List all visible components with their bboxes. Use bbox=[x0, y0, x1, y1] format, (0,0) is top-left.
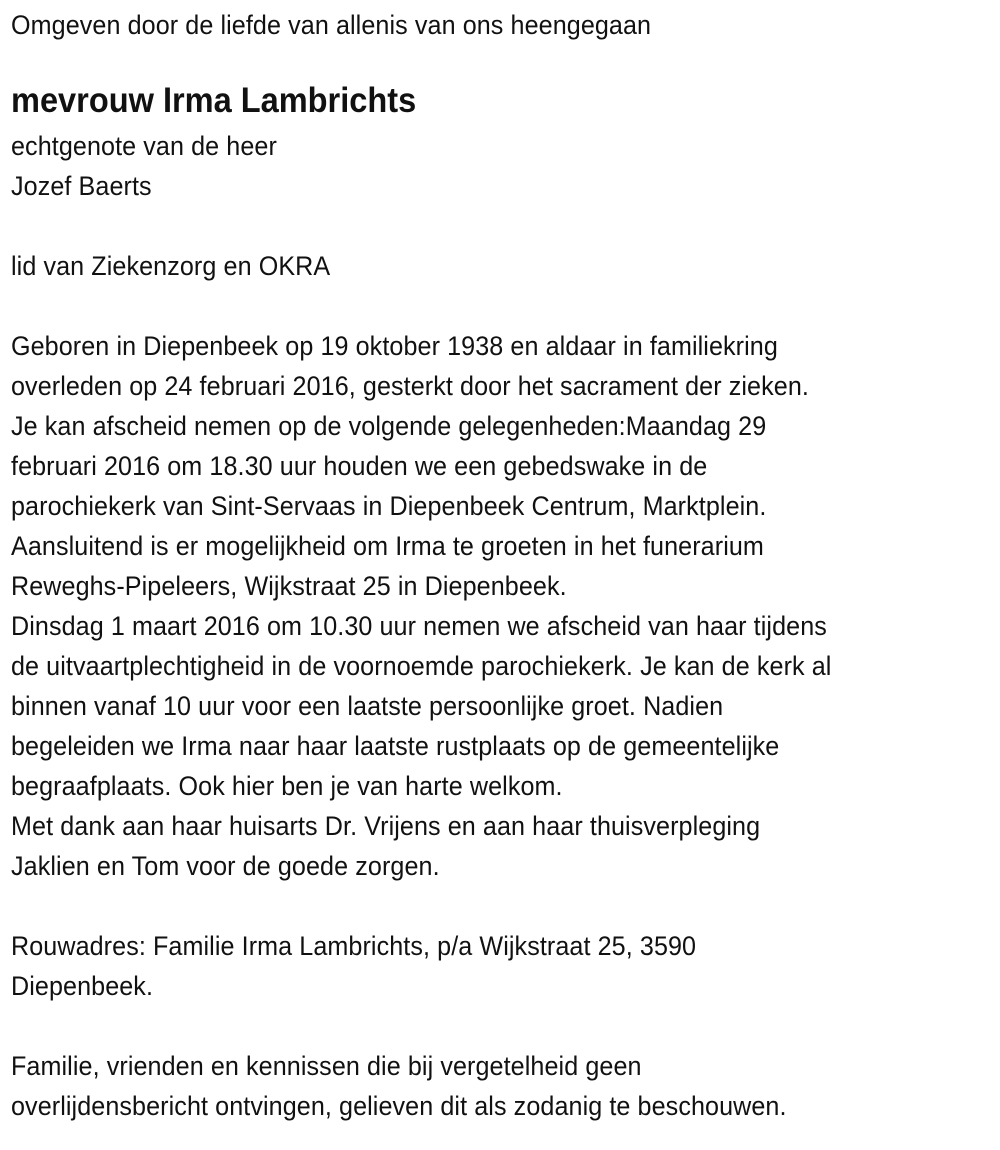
spouse-name: Jozef Baerts bbox=[11, 171, 152, 201]
deceased-name: mevrouw Irma Lambrichts bbox=[11, 81, 417, 120]
body-line: februari 2016 om 18.30 uur houden we een gebedswake in de bbox=[11, 451, 708, 481]
body-line: binnen vanaf 10 uur voor een laatste persoonlijke groet. Nadien bbox=[11, 691, 724, 721]
body-line: Aansluitend is er mogelijkheid om Irma te groeten in het funerarium bbox=[11, 531, 764, 561]
body-line: Reweghs-Pipeleers, Wijkstraat 25 in Diepenbeek. bbox=[11, 571, 567, 601]
intro-text: Omgeven door de liefde van allenis van ons heengegaan bbox=[11, 10, 652, 40]
body-line: begeleiden we Irma naar haar laatste rustplaats op de gemeentelijke bbox=[11, 731, 780, 761]
spouse-line: echtgenote van de heer bbox=[11, 131, 277, 161]
body-line: Jaklien en Tom voor de goede zorgen. bbox=[11, 851, 440, 881]
closing-line: overlijdensbericht ontvingen, gelieven dit als zodanig te beschouwen. bbox=[11, 1091, 787, 1121]
body-line: Je kan afscheid nemen op de volgende gelegenheden:Maandag 29 bbox=[11, 411, 767, 441]
body-line: Geboren in Diepenbeek op 19 oktober 1938 en aldaar in familiekring bbox=[11, 331, 778, 361]
body-line: de uitvaartplechtigheid in de voornoemde parochiekerk. Je kan de kerk al bbox=[11, 651, 832, 681]
announcement-body bbox=[11, 326, 1000, 886]
body-line: Dinsdag 1 maart 2016 om 10.30 uur nemen we afscheid van haar tijdens bbox=[11, 611, 827, 641]
closing-note bbox=[11, 1046, 1000, 1126]
body-line: Met dank aan haar huisarts Dr. Vrijens en aan haar thuisverpleging bbox=[11, 811, 761, 841]
mourning-address bbox=[11, 926, 1000, 1006]
membership-text: lid van Ziekenzorg en OKRA bbox=[11, 251, 331, 281]
address-line: Rouwadres: Familie Irma Lambrichts, p/a Wijkstraat 25, 3590 bbox=[11, 931, 697, 961]
body-line: overleden op 24 februari 2016, gesterkt door het sacrament der zieken. bbox=[11, 371, 809, 401]
body-line: begraafplaats. Ook hier ben je van harte welkom. bbox=[11, 771, 563, 801]
body-line: parochiekerk van Sint-Servaas in Diepenbeek Centrum, Marktplein. bbox=[11, 491, 767, 521]
address-line: Diepenbeek. bbox=[11, 971, 154, 1001]
closing-line: Familie, vrienden en kennissen die bij vergetelheid geen bbox=[11, 1051, 642, 1081]
